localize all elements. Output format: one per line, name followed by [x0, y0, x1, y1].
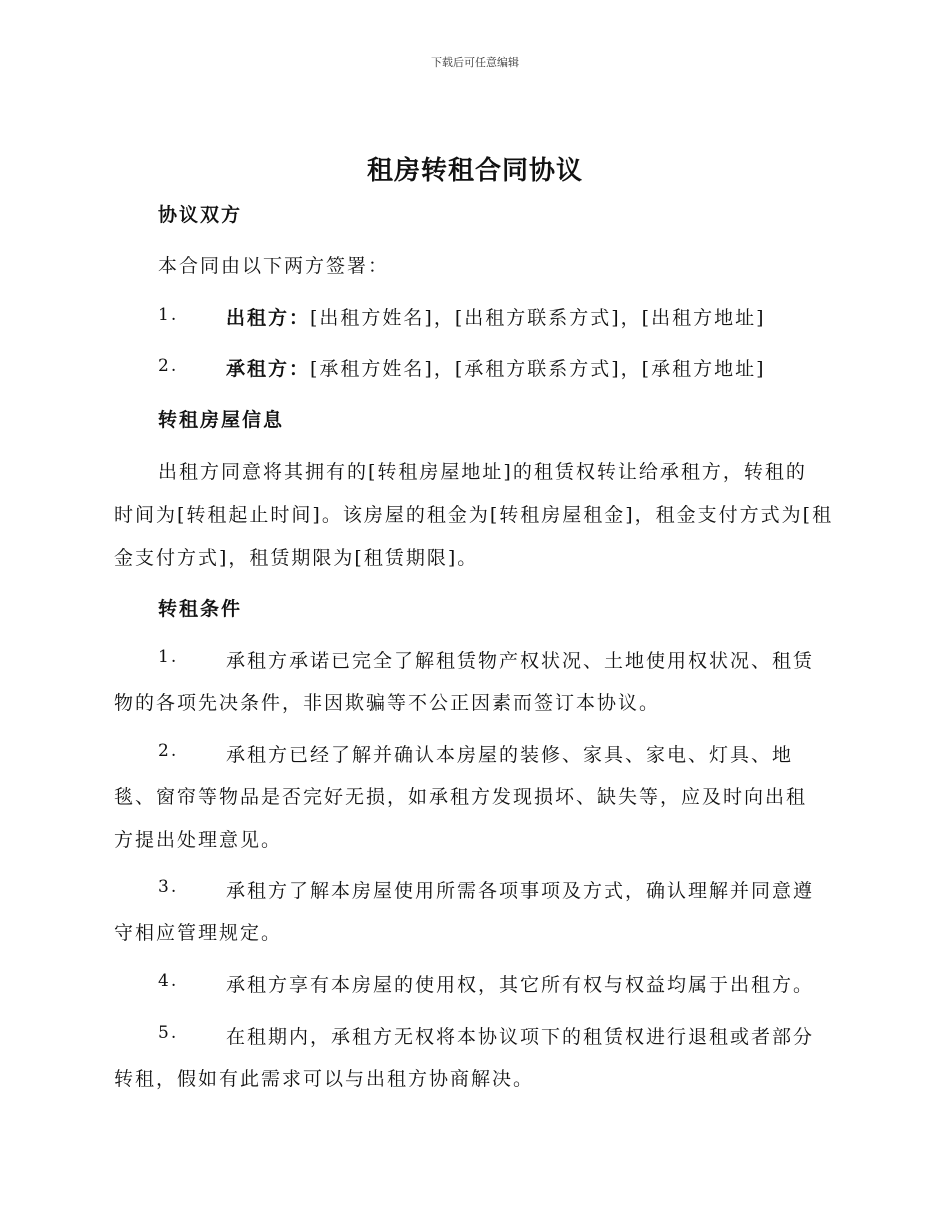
party-row-lessor-content [226, 303, 766, 330]
list-number: 2. [158, 356, 179, 376]
paragraph-line: 金支付方式]，租赁期限为[租赁期限]。 [114, 547, 479, 569]
list-number: 5. [158, 1023, 179, 1043]
list-item-line: 毯、窗帘等物品是否完好无损，如承租方发现损坏、缺失等，应及时向出租 [114, 786, 808, 808]
intro-text: 本合同由以下两方签署： [158, 255, 390, 277]
list-item-line: 守相应管理规定。 [114, 922, 283, 944]
list-item-line: 承租方了解本房屋使用所需各项事项及方式，确认理解并同意遵 [226, 880, 815, 902]
list-item-line: 方提出处理意见。 [114, 829, 283, 851]
page-title: 租房转租合同协议 [366, 156, 583, 186]
list-number: 3. [158, 877, 179, 897]
list-number: 4. [158, 971, 179, 991]
paragraph-line: 时间为[转租起止时间]。该房屋的租金为[转租房屋租金]，租金支付方式为[租 [114, 504, 834, 526]
section-heading-conditions: 转租条件 [158, 598, 243, 620]
list-item-line: 在租期内，承租方无权将本协议项下的租赁权进行退租或者部分 [226, 1026, 815, 1048]
section-heading-parties: 协议双方 [158, 204, 243, 226]
list-number: 2. [158, 741, 179, 761]
list-number: 1. [158, 305, 179, 325]
party-label: 承租方： [226, 358, 311, 380]
list-item-line: 承租方已经了解并确认本房屋的装修、家具、家电、灯具、地 [226, 744, 794, 766]
party-row-lessor [158, 303, 178, 325]
party-details: [出租方姓名]，[出租方联系方式]，[出租方地址] [310, 307, 766, 329]
paragraph-line: 出租方同意将其拥有的[转租房屋地址]的租赁权转让给承租方，转租的 [158, 461, 807, 483]
section-heading-property: 转租房屋信息 [158, 409, 285, 431]
party-row-lessee-content [226, 354, 766, 381]
party-details: [承租方姓名]，[承租方联系方式]，[承租方地址] [310, 358, 766, 380]
list-item-line: 承租方享有本房屋的使用权，其它所有权与权益均属于出租方。 [226, 974, 815, 996]
list-item-line: 物的各项先决条件，非因欺骗等不公正因素而签订本协议。 [114, 692, 661, 714]
header-note: 下载后可任意编辑 [431, 56, 519, 69]
list-number: 1. [158, 647, 179, 667]
list-item-line: 转租，假如有此需求可以与出租方协商解决。 [114, 1068, 535, 1090]
party-row-lessee [158, 354, 178, 376]
list-item-line: 承租方承诺已完全了解租赁物产权状况、土地使用权状况、租赁 [226, 650, 815, 672]
party-label: 出租方： [226, 307, 311, 329]
